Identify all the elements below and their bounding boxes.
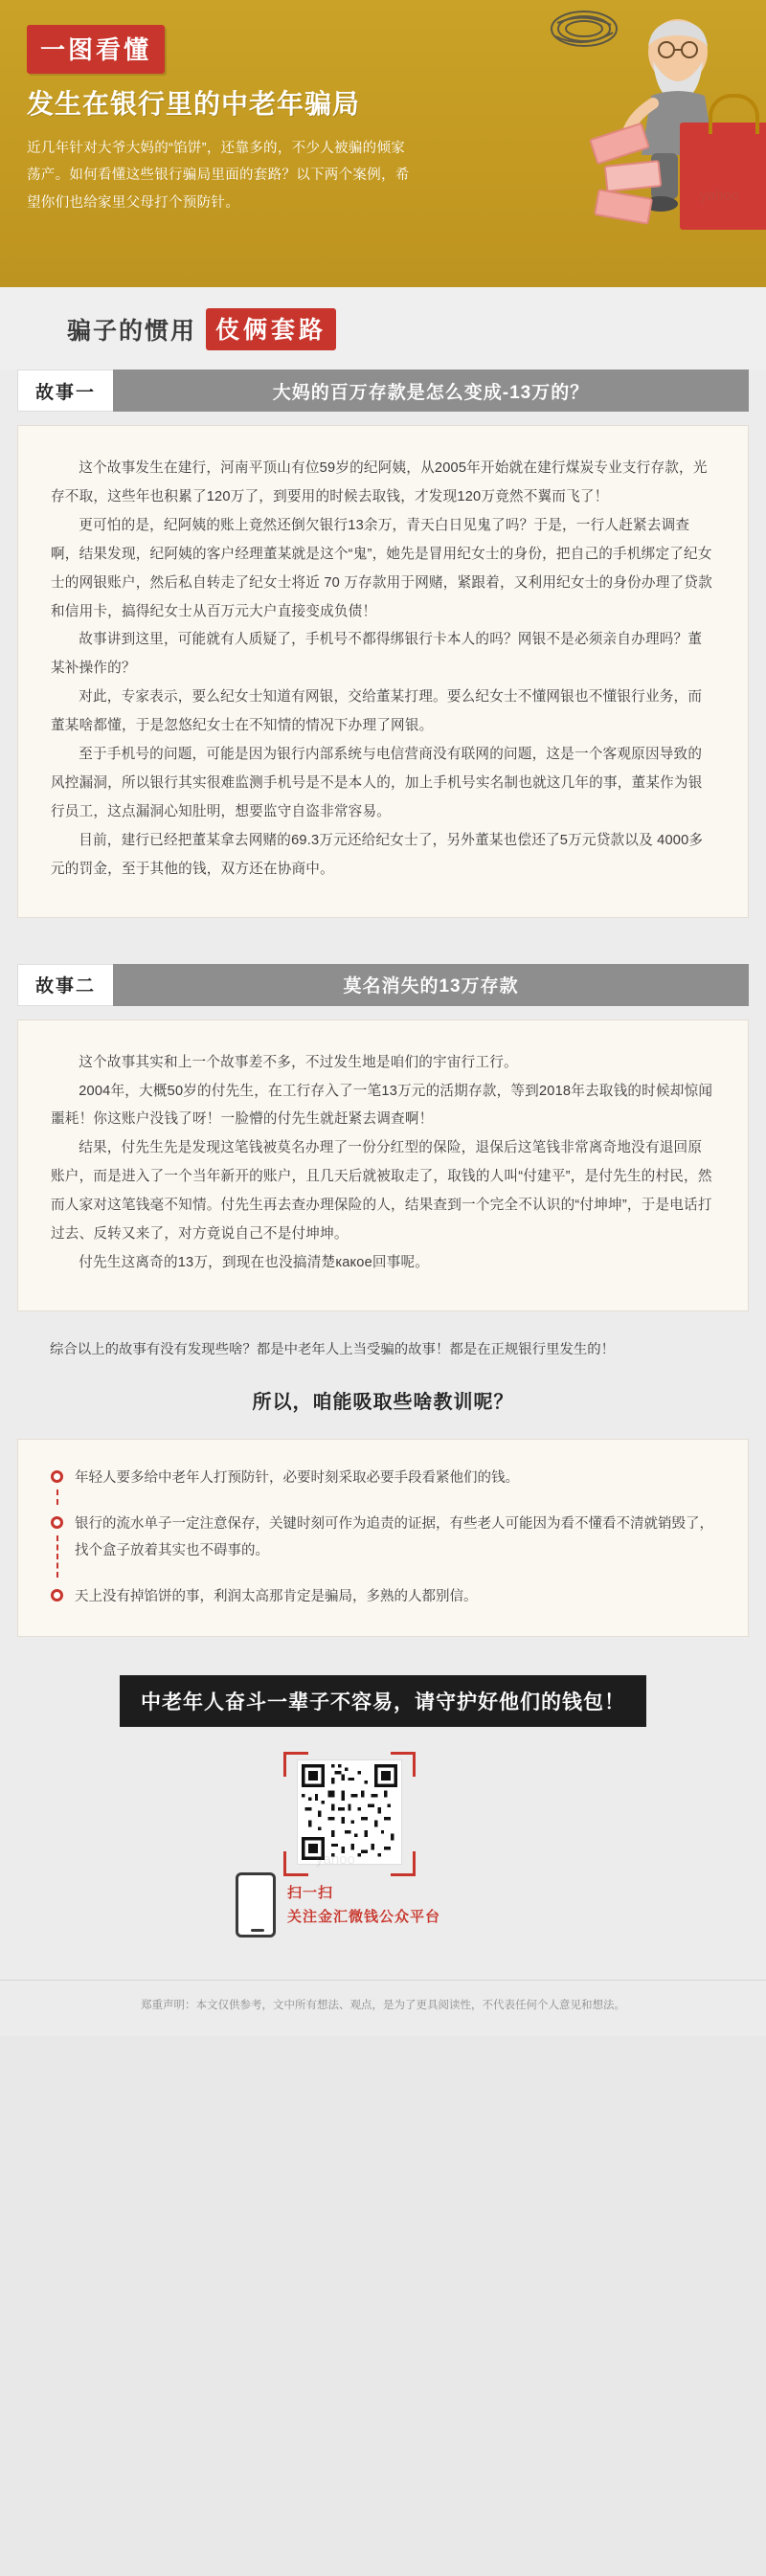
callout-section	[0, 1675, 766, 1727]
story-paragraph: 付先生这离奇的13万，到现在也没搞清楚какое回事呢。	[79, 1254, 430, 1270]
story-header-2	[17, 964, 749, 1006]
band-prefix: 骗子的惯用	[67, 318, 197, 345]
shopping-bag-icon	[680, 123, 766, 230]
summary-lead: 综合以上的故事有没有发现些啥？都是中老年人上当受骗的故事！都是在正规银行里发生的！	[50, 1341, 616, 1357]
story-header-1	[17, 370, 749, 412]
callout-banner: 中老年人奋斗一辈子不容易，请守护好他们的钱包！	[120, 1675, 646, 1727]
list-item	[51, 1583, 715, 1610]
hero-banner	[0, 0, 766, 287]
dashed-connector	[56, 1490, 58, 1505]
qr-code-image	[302, 1764, 397, 1860]
lesson-question: 所以，咱能吸取些啥教训呢？	[252, 1391, 514, 1413]
bullet-dot-icon	[51, 1516, 63, 1529]
list-item-text: 银行的流水单子一定注意保存，关键时刻可作为追责的证据，有些老人可能因为看不懂看不清就销毁了，找个盒子放着其实也不碍事的。	[75, 1515, 713, 1559]
hero-tag: 一图看懂	[27, 25, 165, 74]
story-paragraph: 这个故事发生在建行，河南平顶山有位59岁的纪阿姨，从2005年开始就在建行煤炭专业支行存款，光存不取，这些年也积累了120万了，到要用的时候去取钱，才发现120万竟然不翼而飞了！	[51, 460, 708, 504]
story-title-1: 大妈的百万存款是怎么变成-13万的？	[113, 370, 749, 412]
hero-text-block	[0, 0, 412, 216]
footer-disclaimer: 郑重声明：本文仅供参考，文中所有想法、观点，是为了更具阅读性，不代表任何个人意见和想法。	[0, 1980, 766, 2037]
story-paragraph: 更可怕的是，纪阿姨的账上竟然还倒欠银行13余万，青天白日见鬼了吗？于是，一行人赶紧去调查啊，结果发现，纪阿姨的客户经理董某就是这个“鬼”，她先是冒用纪女士的身份，把自己的手机绑定了纪女士的网银账户，然后私自转走了纪女士将近 70 万存款用于网赌，紧跟着，又利用纪女士的身份办理了贷款和信用卡，搞得纪女士从百万元大户直接变成负债！	[51, 517, 712, 619]
story-paragraph: 结果，付先生先是发现这笔钱被莫名办理了一份分红型的保险，退保后这笔钱非常离奇地没有退回原账户，而是进入了一个当年新开的账户，且几天后就被取走了，取钱的人叫“付建平”，是付先生的村民，然而人家对这笔钱毫不知情。付先生再去查办理保险的人，结果查到一个完全不认识的“付坤坤”，于是电话打过去、反转又来了，对方竟说自己不是付坤坤。	[51, 1140, 712, 1243]
story-paragraph: 故事讲到这里，可能就有人质疑了，手机号不都得绑银行卡本人的吗？网银不是必须亲自办理吗？董某补操作的？	[51, 632, 703, 677]
qr-cta-line2: 关注金汇微钱公众平台	[287, 1908, 441, 1925]
list-item	[51, 1465, 715, 1491]
qr-cta-line1: 扫一扫	[287, 1884, 334, 1901]
list-item-text: 年轻人要多给中老年人打预防针，必要时刻采取必要手段看紧他们的钱。	[75, 1469, 519, 1486]
old-man-illustration	[507, 8, 747, 228]
phone-icon	[236, 1872, 276, 1938]
bullet-dot-icon	[51, 1589, 63, 1602]
story-paragraph: 目前，建行已经把董某拿去网赌的69.3万元还给纪女士了，另外董某也偿还了5万元贷款以及 4000多元的罚金，至于其他的钱，双方还在协商中。	[51, 832, 704, 877]
list-item	[51, 1511, 715, 1565]
lesson-list	[17, 1439, 749, 1637]
section-subtitle-band	[0, 287, 766, 370]
qr-code[interactable]	[297, 1759, 402, 1865]
scribble-icon	[552, 11, 617, 46]
qr-section	[0, 1759, 766, 1980]
story-label-1: 故事一	[17, 370, 113, 412]
band-highlight: 伎俩套路	[206, 308, 336, 350]
list-item-text: 天上没有掉馅饼的事，利润太高那肯定是骗局，多熟的人都别信。	[75, 1589, 478, 1605]
dashed-connector	[56, 1535, 58, 1579]
story-paragraph: 这个故事其实和上一个故事差不多，不过发生地是咱们的宇宙行工行。	[79, 1054, 518, 1070]
qr-cta	[287, 1882, 507, 1926]
story-title-2: 莫名消失的13万存款	[113, 964, 749, 1006]
story-paragraph: 至于手机号的问题，可能是因为银行内部系统与电信营商没有联网的问题，这是一个客观原因导致的风控漏洞，所以银行其实很难监测手机号是不是本人的，加上手机号实名制也就这几年的事，董某作为银行员工，这点漏洞心知肚明，想要监守自盗非常容易。	[51, 747, 703, 819]
story-body-2	[17, 1019, 749, 1311]
hero-title: 发生在银行里的中老年骗局	[27, 89, 361, 119]
story-body-1	[17, 425, 749, 918]
bullet-dot-icon	[51, 1470, 63, 1483]
story-paragraph: 2004年，大概50岁的付先生，在工行存入了一笔13万元的活期存款，等到2018年去取钱的时候却惊闻噩耗！你这账户没钱了呀！一脸懵的付先生就赶紧去调查啊！	[51, 1083, 713, 1128]
summary-section	[17, 1311, 749, 1422]
story-label-2: 故事二	[17, 964, 113, 1006]
hero-description: 近几年针对大爷大妈的“馅饼”，还靠多的，不少人被骗的倾家荡产。如何看懂这些银行骗局里面的套路？以下两个案例，希望你们也给家里父母打个预防针。	[27, 141, 410, 211]
story-paragraph: 对此，专家表示，要么纪女士知道有网银，交给董某打理。要么纪女士不懂网银也不懂银行业务，而董某啥都懂，于是忽悠纪女士在不知情的情况下办理了网银。	[51, 689, 703, 734]
